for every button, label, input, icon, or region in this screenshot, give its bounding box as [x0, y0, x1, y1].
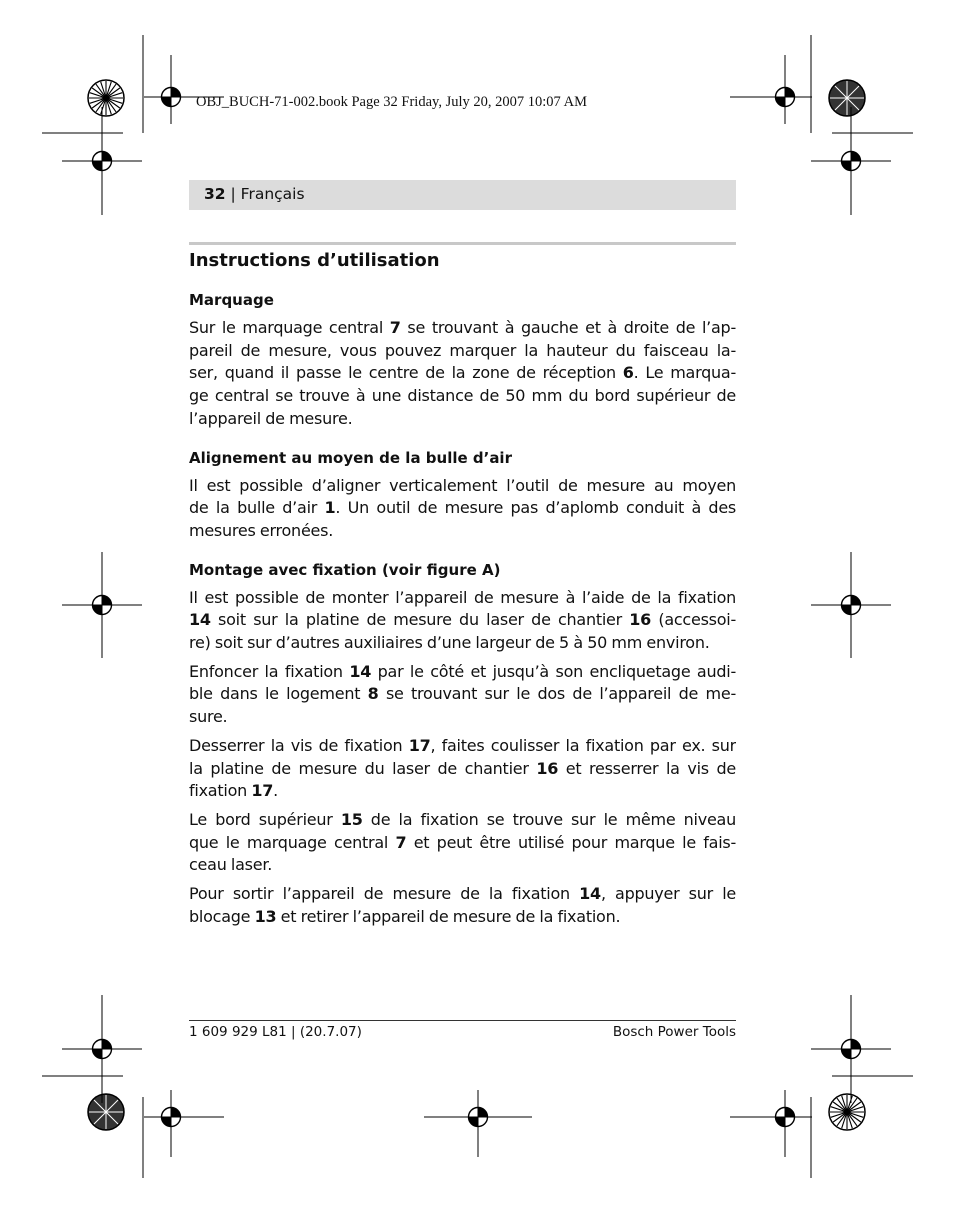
text-run: ceau laser. [189, 855, 273, 875]
text-run: Enfoncer la fixation [189, 661, 350, 681]
text-run: pareil de mesure, vous pouvez marquer la hauteur du faisceau la- [189, 340, 736, 360]
reference-number: 1 [324, 498, 336, 518]
text-run: ge central se trouve à une distance de 50 mm du bord supérieur de [189, 386, 736, 406]
text-line [189, 408, 736, 431]
section-title: Instructions d’utilisation [189, 250, 440, 271]
reference-number: 14 [349, 661, 372, 681]
text-line [189, 706, 736, 729]
reference-number: 16 [629, 610, 652, 630]
reference-number: 14 [189, 610, 211, 630]
text-line [189, 587, 736, 610]
text-run: de la fixation se trouve sur le même niveau [362, 809, 736, 829]
page-number: 32 [204, 185, 226, 203]
reference-number: 14 [579, 884, 601, 904]
text-run: (accessoi- [651, 610, 736, 630]
subsection-heading: Alignement au moyen de la bulle d’air [189, 448, 512, 467]
header-language: Français [240, 185, 305, 203]
text-run: de la bulle d’air [189, 498, 325, 518]
text-line [189, 340, 736, 363]
text-run: Desserrer la vis de fixation [189, 735, 409, 755]
section-rule [189, 242, 736, 245]
subsection-heading: Marquage [189, 291, 274, 309]
text-run: blocage [189, 906, 255, 926]
text-line [189, 854, 736, 877]
footer-brand: Bosch Power Tools [612, 1024, 736, 1040]
text-run: . Un outil de mesure pas d’aplomb conduit à des [335, 498, 736, 518]
running-header [189, 180, 736, 210]
reference-number: 7 [395, 832, 407, 852]
header-separator: | [225, 185, 241, 203]
body-paragraph [189, 661, 736, 729]
text-run: ble dans le logement [189, 684, 368, 704]
text-run: soit sur la platine de mesure du laser de chantier [210, 610, 630, 630]
text-line [189, 497, 736, 520]
body-paragraph [189, 587, 736, 655]
body-paragraph [189, 809, 736, 877]
text-run: . [273, 781, 278, 801]
text-run: Pour sortir l’appareil de mesure de la fixation [189, 884, 580, 904]
text-run: la platine de mesure du laser de chantier [189, 758, 537, 778]
text-line [189, 475, 736, 498]
text-run: , appuyer sur le [600, 884, 736, 904]
text-line [189, 683, 736, 706]
text-run: par le côté et jusqu’à son encliquetage audi- [371, 661, 736, 681]
book-file-header: OBJ_BUCH-71-002.book Page 32 Friday, July 20, 2007 10:07 AM [196, 94, 587, 110]
text-run: ser, quand il passe le centre de la zone de réception [189, 363, 623, 383]
text-run: , faites coulisser la fixation par ex. sur [430, 735, 736, 755]
text-line [189, 609, 736, 632]
reference-number: 6 [622, 363, 634, 383]
text-line [189, 317, 736, 340]
text-line [189, 758, 736, 781]
text-line [189, 780, 736, 803]
reference-number: 13 [254, 906, 277, 926]
body-paragraph [189, 475, 736, 543]
subsection-heading: Montage avec fixation (voir figure A) [189, 560, 501, 579]
text-line [189, 362, 736, 385]
text-line [189, 735, 736, 758]
text-run: fixation [189, 781, 252, 801]
text-run: sure. [189, 707, 228, 727]
text-run: Il est possible de monter l’appareil de mesure à l’aide de la fixation [189, 587, 736, 607]
text-run: que le marquage central [189, 832, 396, 852]
body-paragraph [189, 883, 736, 928]
text-run: se trouvant à gauche et à droite de l’ap- [400, 318, 736, 337]
text-line [189, 883, 736, 906]
reference-number: 15 [340, 809, 363, 829]
body-paragraph [189, 735, 736, 803]
reference-number: 7 [389, 318, 401, 337]
text-line [189, 832, 736, 855]
footer-rule [189, 1020, 736, 1021]
text-run: Il est possible d’aligner verticalement l’outil de mesure au moyen [189, 475, 736, 495]
text-run: Sur le marquage central [189, 318, 390, 337]
text-run: mesures erronées. [189, 520, 334, 540]
body-paragraph [189, 317, 736, 431]
text-run: et peut être utilisé pour marque le fais- [406, 832, 736, 852]
text-line [189, 385, 736, 408]
footer-document-number: 1 609 929 L81 | (20.7.07) [189, 1024, 362, 1040]
text-run: et resserrer la vis de [558, 758, 736, 778]
text-run: re) soit sur d’autres auxiliaires d’une largeur de 5 à 50 mm environ. [189, 633, 710, 653]
text-run: se trouvant sur le dos de l’appareil de me- [378, 684, 736, 704]
reference-number: 17 [251, 781, 274, 801]
subsections [189, 290, 736, 928]
text-line [189, 661, 736, 684]
text-run: et retirer l’appareil de mesure de la fixation. [276, 906, 621, 926]
reference-number: 16 [536, 758, 559, 778]
text-run: Le bord supérieur [189, 809, 341, 829]
reference-number: 8 [367, 684, 379, 704]
text-run: . Le marqua- [633, 363, 736, 383]
text-line [189, 632, 736, 655]
reference-number: 17 [408, 735, 431, 755]
text-line [189, 906, 736, 929]
main-content [189, 247, 736, 928]
text-line [189, 809, 736, 832]
text-run: l’appareil de mesure. [189, 408, 353, 428]
text-line [189, 520, 736, 543]
